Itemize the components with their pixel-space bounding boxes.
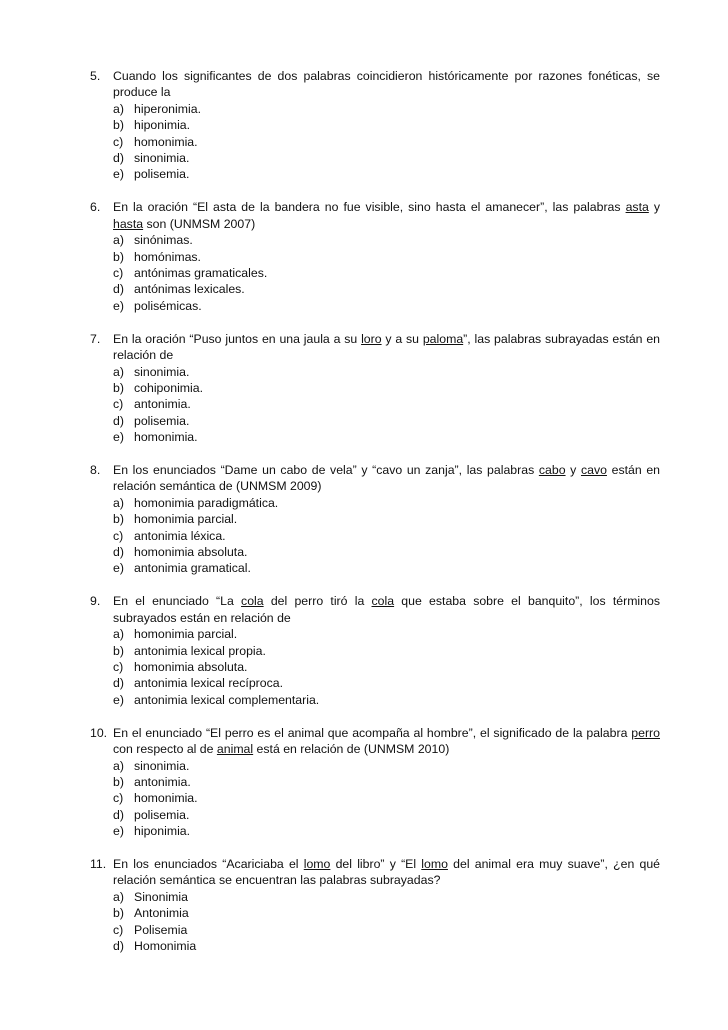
underlined-word: lomo — [303, 857, 331, 872]
options-list — [113, 232, 660, 314]
underlined-word: cola — [241, 594, 264, 609]
option-item — [113, 823, 660, 839]
question-item — [90, 331, 660, 446]
option-item — [113, 380, 660, 396]
option-text: antonimia. — [134, 774, 191, 789]
options-list — [113, 626, 660, 708]
option-letter: b) — [113, 380, 124, 395]
stem-text: que estaba sobre el banquito”, los términos subrayados están en relación de — [113, 594, 660, 625]
option-item — [113, 117, 660, 133]
option-text: homonimia absoluta. — [134, 545, 248, 560]
option-letter: a) — [113, 101, 124, 116]
option-item — [113, 758, 660, 774]
option-item — [113, 232, 660, 248]
stem-text: del animal era muy suave”, ¿en qué relación semántica se encuentran las palabras subrayadas? — [113, 857, 660, 888]
question-number: 7. — [90, 331, 101, 346]
underlined-word: asta — [625, 200, 649, 215]
option-letter: e) — [113, 298, 124, 313]
option-item — [113, 643, 660, 659]
option-item — [113, 495, 660, 511]
option-letter: c) — [113, 528, 124, 543]
option-item — [113, 265, 660, 281]
option-letter: e) — [113, 561, 124, 576]
option-text: homónimas. — [134, 249, 201, 264]
option-letter: a) — [113, 495, 124, 510]
stem-text: están en relación semántica de (UNMSM 2009) — [113, 463, 661, 494]
stem-text: y — [648, 200, 660, 215]
options-list — [113, 495, 660, 577]
option-text: antonimia lexical recíproca. — [134, 676, 283, 691]
option-letter: d) — [113, 151, 124, 166]
option-letter: a) — [113, 364, 124, 379]
option-letter: c) — [113, 791, 124, 806]
stem-text: del libro” y “El — [330, 857, 422, 872]
question-item — [90, 68, 660, 183]
option-letter: c) — [113, 397, 124, 412]
option-text: antonimia lexical propia. — [134, 643, 266, 658]
option-item — [113, 905, 660, 921]
option-text: homonimia. — [134, 430, 198, 445]
question-number: 6. — [90, 200, 101, 215]
option-letter: e) — [113, 692, 124, 707]
option-text: homonimia paradigmática. — [134, 495, 279, 510]
question-item — [90, 462, 660, 577]
stem-text: ”, las palabras subrayadas están en relación de — [113, 331, 660, 363]
option-letter: b) — [113, 643, 124, 658]
question-number: 9. — [90, 594, 101, 609]
option-item — [113, 134, 660, 150]
stem-text: Cuando los significantes de dos palabras coincidieron históricamente por razones fonéticas, se produce la — [113, 69, 660, 100]
option-item — [113, 249, 660, 265]
question-item — [90, 593, 660, 708]
option-text: homonimia. — [134, 791, 198, 806]
option-item — [113, 675, 660, 691]
question-item — [90, 856, 660, 954]
option-letter: a) — [113, 627, 124, 642]
option-text: antonimia. — [134, 397, 191, 412]
question-stem — [113, 68, 660, 101]
option-item — [113, 150, 660, 166]
option-item — [113, 166, 660, 182]
option-item — [113, 364, 660, 380]
option-letter: e) — [113, 824, 124, 839]
option-item — [113, 938, 660, 954]
option-text: antonimia lexical complementaria. — [134, 692, 320, 707]
question-number: 10. — [90, 725, 108, 740]
option-text: Polisemia — [134, 922, 188, 937]
option-letter: d) — [113, 676, 124, 691]
option-item — [113, 528, 660, 544]
options-list — [113, 889, 660, 955]
options-list — [113, 758, 660, 840]
option-text: hiponimia. — [134, 824, 191, 839]
stem-text: En el enunciado “La — [113, 594, 242, 609]
option-letter: b) — [113, 774, 124, 789]
stem-text: está en relación de (UNMSM 2010) — [253, 742, 450, 757]
underlined-word: paloma — [422, 331, 464, 346]
stem-text: son (UNMSM 2007) — [143, 216, 256, 231]
option-letter: d) — [113, 545, 124, 560]
option-item — [113, 511, 660, 527]
option-text: sinonimia. — [134, 151, 190, 166]
option-letter: c) — [113, 265, 124, 280]
underlined-word: loro — [361, 331, 382, 346]
underlined-word: cavo — [580, 463, 607, 478]
option-item — [113, 544, 660, 560]
option-item — [113, 692, 660, 708]
question-stem — [113, 331, 660, 364]
option-letter: e) — [113, 430, 124, 445]
option-letter: d) — [113, 807, 124, 822]
stem-text: En los enunciados “Acariciaba el — [113, 857, 304, 872]
option-letter: d) — [113, 413, 124, 428]
stem-text: del perro tiró la — [263, 594, 372, 609]
options-list — [113, 364, 660, 446]
option-item — [113, 790, 660, 806]
option-letter: c) — [113, 134, 124, 149]
underlined-word: hasta — [113, 216, 144, 231]
options-list — [113, 101, 660, 183]
option-letter: c) — [113, 660, 124, 674]
option-text: hiperonimia. — [134, 101, 201, 116]
question-stem — [113, 199, 660, 232]
option-letter: d) — [113, 939, 124, 954]
option-item — [113, 429, 660, 445]
stem-text: En los enunciados “Dame un cabo de vela” y “cavo un zanja”, las palabras — [113, 463, 539, 478]
option-item — [113, 413, 660, 429]
option-letter: a) — [113, 233, 124, 248]
option-item — [113, 659, 660, 675]
option-text: antonimia gramatical. — [134, 561, 251, 576]
question-stem — [113, 462, 660, 495]
option-item — [113, 807, 660, 823]
option-letter: c) — [113, 922, 124, 937]
question-stem — [113, 593, 660, 626]
option-item — [113, 101, 660, 117]
option-text: hiponimia. — [134, 118, 191, 133]
option-text: homonimia parcial. — [134, 512, 238, 527]
option-text: homonimia absoluta. — [134, 660, 248, 674]
option-letter: b) — [113, 906, 124, 921]
option-text: cohiponimia. — [134, 380, 204, 395]
option-letter: a) — [113, 889, 124, 904]
option-item — [113, 281, 660, 297]
underlined-word: lomo — [421, 857, 448, 872]
question-stem — [113, 725, 660, 758]
question-number: 5. — [90, 69, 101, 83]
option-item — [113, 774, 660, 790]
option-text: Antonimia — [134, 906, 189, 921]
underlined-word: perro — [631, 725, 660, 740]
option-item — [113, 922, 660, 938]
option-text: sinonimia. — [134, 364, 190, 379]
option-text: polisémicas. — [134, 298, 202, 313]
option-text: homonimia. — [134, 134, 198, 149]
question-number: 8. — [90, 463, 101, 478]
question-stem — [113, 856, 660, 889]
option-text: antónimas lexicales. — [134, 282, 245, 297]
option-letter: a) — [113, 758, 124, 773]
option-item — [113, 298, 660, 314]
option-letter: e) — [113, 167, 124, 182]
question-number: 11. — [90, 857, 107, 872]
option-item — [113, 889, 660, 905]
option-text: Homonimia — [134, 939, 197, 954]
stem-text: y — [565, 463, 581, 478]
stem-text: En la oración “Puso juntos en una jaula a su — [113, 331, 362, 346]
option-text: polisemia. — [134, 167, 190, 182]
underlined-word: cabo — [538, 463, 566, 478]
option-letter: b) — [113, 249, 124, 264]
option-text: sinonimia. — [134, 758, 190, 773]
option-text: antónimas gramaticales. — [134, 265, 268, 280]
option-letter: b) — [113, 512, 124, 527]
option-letter: b) — [113, 118, 124, 133]
option-text: Sinonimia — [134, 889, 188, 904]
option-item — [113, 626, 660, 642]
stem-text: con respecto al de — [113, 742, 217, 757]
question-item — [90, 199, 660, 314]
underlined-word: animal — [216, 742, 254, 757]
option-text: sinónimas. — [134, 233, 193, 248]
underlined-word: cola — [371, 594, 395, 609]
stem-text: En el enunciado “El perro es el animal que acompaña al hombre”, el significado de la palabra — [113, 725, 632, 740]
option-item — [113, 396, 660, 412]
option-letter: d) — [113, 282, 124, 297]
question-item — [90, 725, 660, 840]
option-item — [113, 560, 660, 576]
stem-text: y a su — [381, 331, 423, 346]
option-text: polisemia. — [134, 807, 190, 822]
stem-text: En la oración “El asta de la bandera no fue visible, sino hasta el amanecer”, las palabras — [113, 200, 626, 215]
option-text: polisemia. — [134, 413, 190, 428]
option-text: homonimia parcial. — [134, 627, 238, 642]
option-text: antonimia léxica. — [134, 528, 226, 543]
